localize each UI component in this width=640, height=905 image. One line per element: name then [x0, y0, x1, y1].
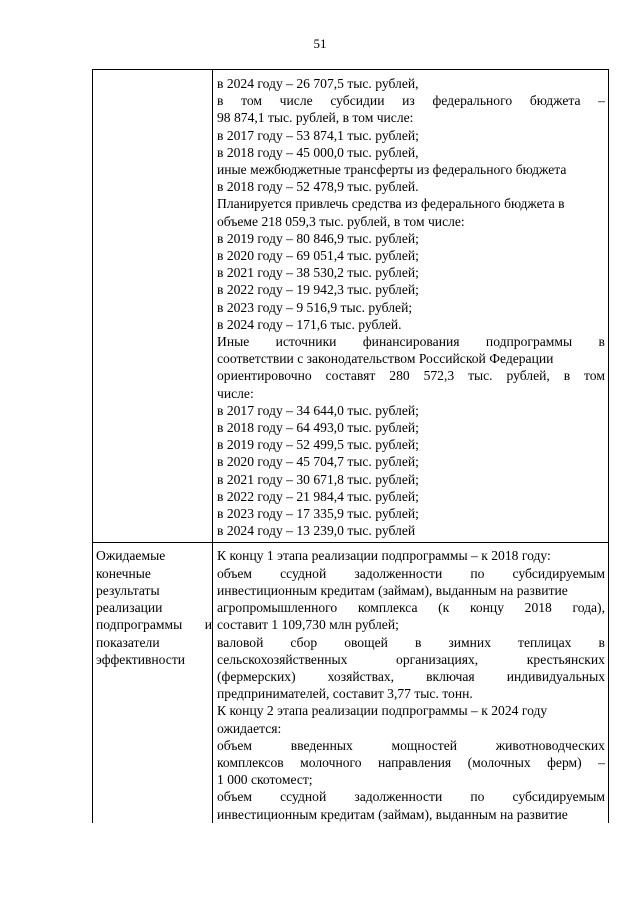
word: теплицах [518, 634, 572, 650]
word: том [584, 368, 605, 384]
subprogram-passport-table [92, 69, 609, 823]
word: сбор [290, 634, 318, 650]
word: хозяйствах, [327, 668, 395, 684]
word: овощей [344, 634, 388, 650]
text-line [217, 634, 605, 651]
text-line: в 2024 году – 171,6 тыс. рублей. [217, 316, 402, 332]
word: из [402, 93, 415, 109]
text-line: предпринимателей, составит 3,77 тыс. тонн. [217, 686, 473, 702]
word: ссудной [280, 565, 327, 581]
label-line: показатели [96, 634, 160, 650]
text-line: в 2022 году – 21 984,4 тыс. рублей; [217, 488, 419, 504]
word: концу [469, 600, 504, 616]
word: подпрограммы [485, 334, 573, 350]
word: 2018 [524, 600, 552, 616]
word: ссудной [280, 789, 327, 805]
word: года), [572, 600, 605, 616]
word: рублей, [506, 368, 550, 384]
word: комплекса [357, 600, 418, 616]
word: в [217, 93, 224, 109]
text-line: в 2023 году – 9 516,9 тыс. рублей; [217, 299, 413, 315]
text-line: инвестиционным кредитам (займам), выданным на развитие [217, 806, 568, 822]
word: подпрограммы [96, 617, 183, 633]
text-line: инвестиционным кредитам (займам), выданным на развитие [217, 582, 568, 598]
label-line: конечные [96, 565, 151, 581]
text-line: в 2017 году – 34 644,0 тыс. рублей; [217, 402, 419, 418]
word: субсидируемым [512, 789, 605, 805]
text-line: 1 000 скотомест; [217, 772, 313, 788]
row-label-text [93, 543, 212, 667]
text-line: соответствии с законодательством Российской Федерации [217, 351, 554, 367]
word: направления [378, 754, 452, 770]
word: в [598, 334, 605, 350]
table-row-financing [93, 70, 609, 543]
text-line: составит 1 109,730 млн рублей; [217, 617, 399, 633]
word: федерального [432, 93, 513, 109]
row-label-cell [93, 70, 213, 543]
text-line: в 2024 году – 26 707,5 тыс. рублей, [217, 76, 419, 91]
label-line: эффективности [96, 651, 186, 667]
word: индивидуальных [506, 668, 605, 684]
word: (к [438, 600, 450, 616]
word: животноводческих [495, 737, 605, 753]
word: финансирования [362, 334, 460, 350]
text-line: в 2022 году – 19 942,3 тыс. рублей; [217, 282, 419, 298]
word: валовой [217, 634, 264, 650]
text-line [217, 754, 605, 771]
row-label-text [93, 70, 212, 78]
word: ферм) [547, 754, 582, 770]
word: объем [217, 565, 253, 581]
word: комплексов [217, 754, 284, 770]
word: субсидируемым [512, 565, 605, 581]
text-line [217, 668, 605, 685]
word: (молочных [467, 754, 531, 770]
text-line: в 2018 году – 64 493,0 тыс. рублей; [217, 420, 419, 436]
text-line: К концу 2 этапа реализации подпрограммы – к 2024 году [217, 703, 548, 719]
word: включая [426, 668, 475, 684]
word: сельскохозяйственных [217, 651, 348, 667]
text-line: Планируется привлечь средства из федерального бюджета в [217, 196, 565, 212]
page-number: 51 [313, 36, 327, 51]
word: задолженности [354, 789, 443, 805]
text-line [217, 737, 605, 754]
text-line: в 2023 году – 17 335,9 тыс. рублей; [217, 506, 419, 522]
word: по [470, 565, 485, 581]
word: источники [275, 334, 337, 350]
text-line: в 2018 году – 45 000,0 тыс. рублей, [217, 144, 419, 160]
word: организациях, [396, 651, 479, 667]
row-content-cell [213, 543, 609, 823]
text-line: в 2019 году – 80 846,9 тыс. рублей; [217, 230, 419, 246]
text-line [217, 651, 605, 668]
word: том [241, 93, 262, 109]
text-line [217, 788, 605, 805]
word: объем [217, 737, 253, 753]
text-line: К концу 1 этапа реализации подпрограммы – к 2018 году: [217, 548, 551, 564]
table-row-expected-results [93, 543, 609, 823]
word: числе [279, 93, 313, 109]
label-line: реализации [96, 600, 163, 616]
row-label-cell [93, 543, 213, 823]
text-line: в 2017 году – 53 874,1 тыс. рублей; [217, 127, 419, 143]
word: составят [325, 368, 376, 384]
text-line: 98 874,1 тыс. рублей, в том числе: [217, 110, 414, 126]
text-line [217, 367, 605, 384]
row-content-cell [213, 70, 609, 543]
word: в [414, 634, 422, 650]
text-line [217, 333, 605, 350]
word: агропромышленного [217, 600, 338, 616]
word: в [563, 368, 571, 384]
word: бюджета [529, 93, 581, 109]
word: – [598, 754, 605, 770]
text-line: в 2020 году – 69 051,4 тыс. рублей; [217, 248, 419, 264]
text-line: числе: [217, 385, 254, 401]
text-line: в 2018 году – 52 478,9 тыс. рублей. [217, 179, 419, 195]
text-line [217, 565, 605, 582]
word: (фермерских) [217, 668, 296, 684]
word: тыс. [468, 368, 493, 384]
text-line: в 2019 году – 52 499,5 тыс. рублей; [217, 437, 419, 453]
label-line [96, 616, 212, 633]
text-line: объеме 218 059,3 тыс. рублей, в том числе: [217, 213, 465, 229]
row-content-text [213, 70, 608, 542]
word: задолженности [354, 565, 443, 581]
row-content-text [213, 543, 608, 822]
word: в [598, 634, 605, 650]
text-line: в 2021 году – 38 530,2 тыс. рублей; [217, 265, 419, 281]
word: 572,3 [423, 368, 455, 384]
label-line: результаты [96, 582, 160, 598]
word: 280 [389, 368, 410, 384]
word: Иные [217, 334, 250, 350]
word: крестьянских [526, 651, 605, 667]
text-line [217, 92, 605, 109]
text-line: иные межбюджетные трансферты из федерального бюджета [217, 162, 567, 178]
word: ориентировочно [217, 368, 312, 384]
text-line: ожидается: [217, 720, 282, 736]
word: мощностей [391, 737, 458, 753]
word: объем [217, 789, 253, 805]
text-line: в 2020 году – 45 704,7 тыс. рублей; [217, 454, 419, 470]
word: введенных [290, 737, 353, 753]
word: – [598, 93, 605, 109]
label-line: Ожидаемые [96, 548, 166, 564]
word: зимних [448, 634, 491, 650]
word: и [204, 617, 212, 633]
text-line [217, 599, 605, 616]
word: молочного [300, 754, 362, 770]
text-line: в 2021 году – 30 671,8 тыс. рублей; [217, 471, 419, 487]
text-line: в 2024 году – 13 239,0 тыс. рублей [217, 523, 416, 539]
word: по [470, 789, 485, 805]
word: субсидии [330, 93, 385, 109]
